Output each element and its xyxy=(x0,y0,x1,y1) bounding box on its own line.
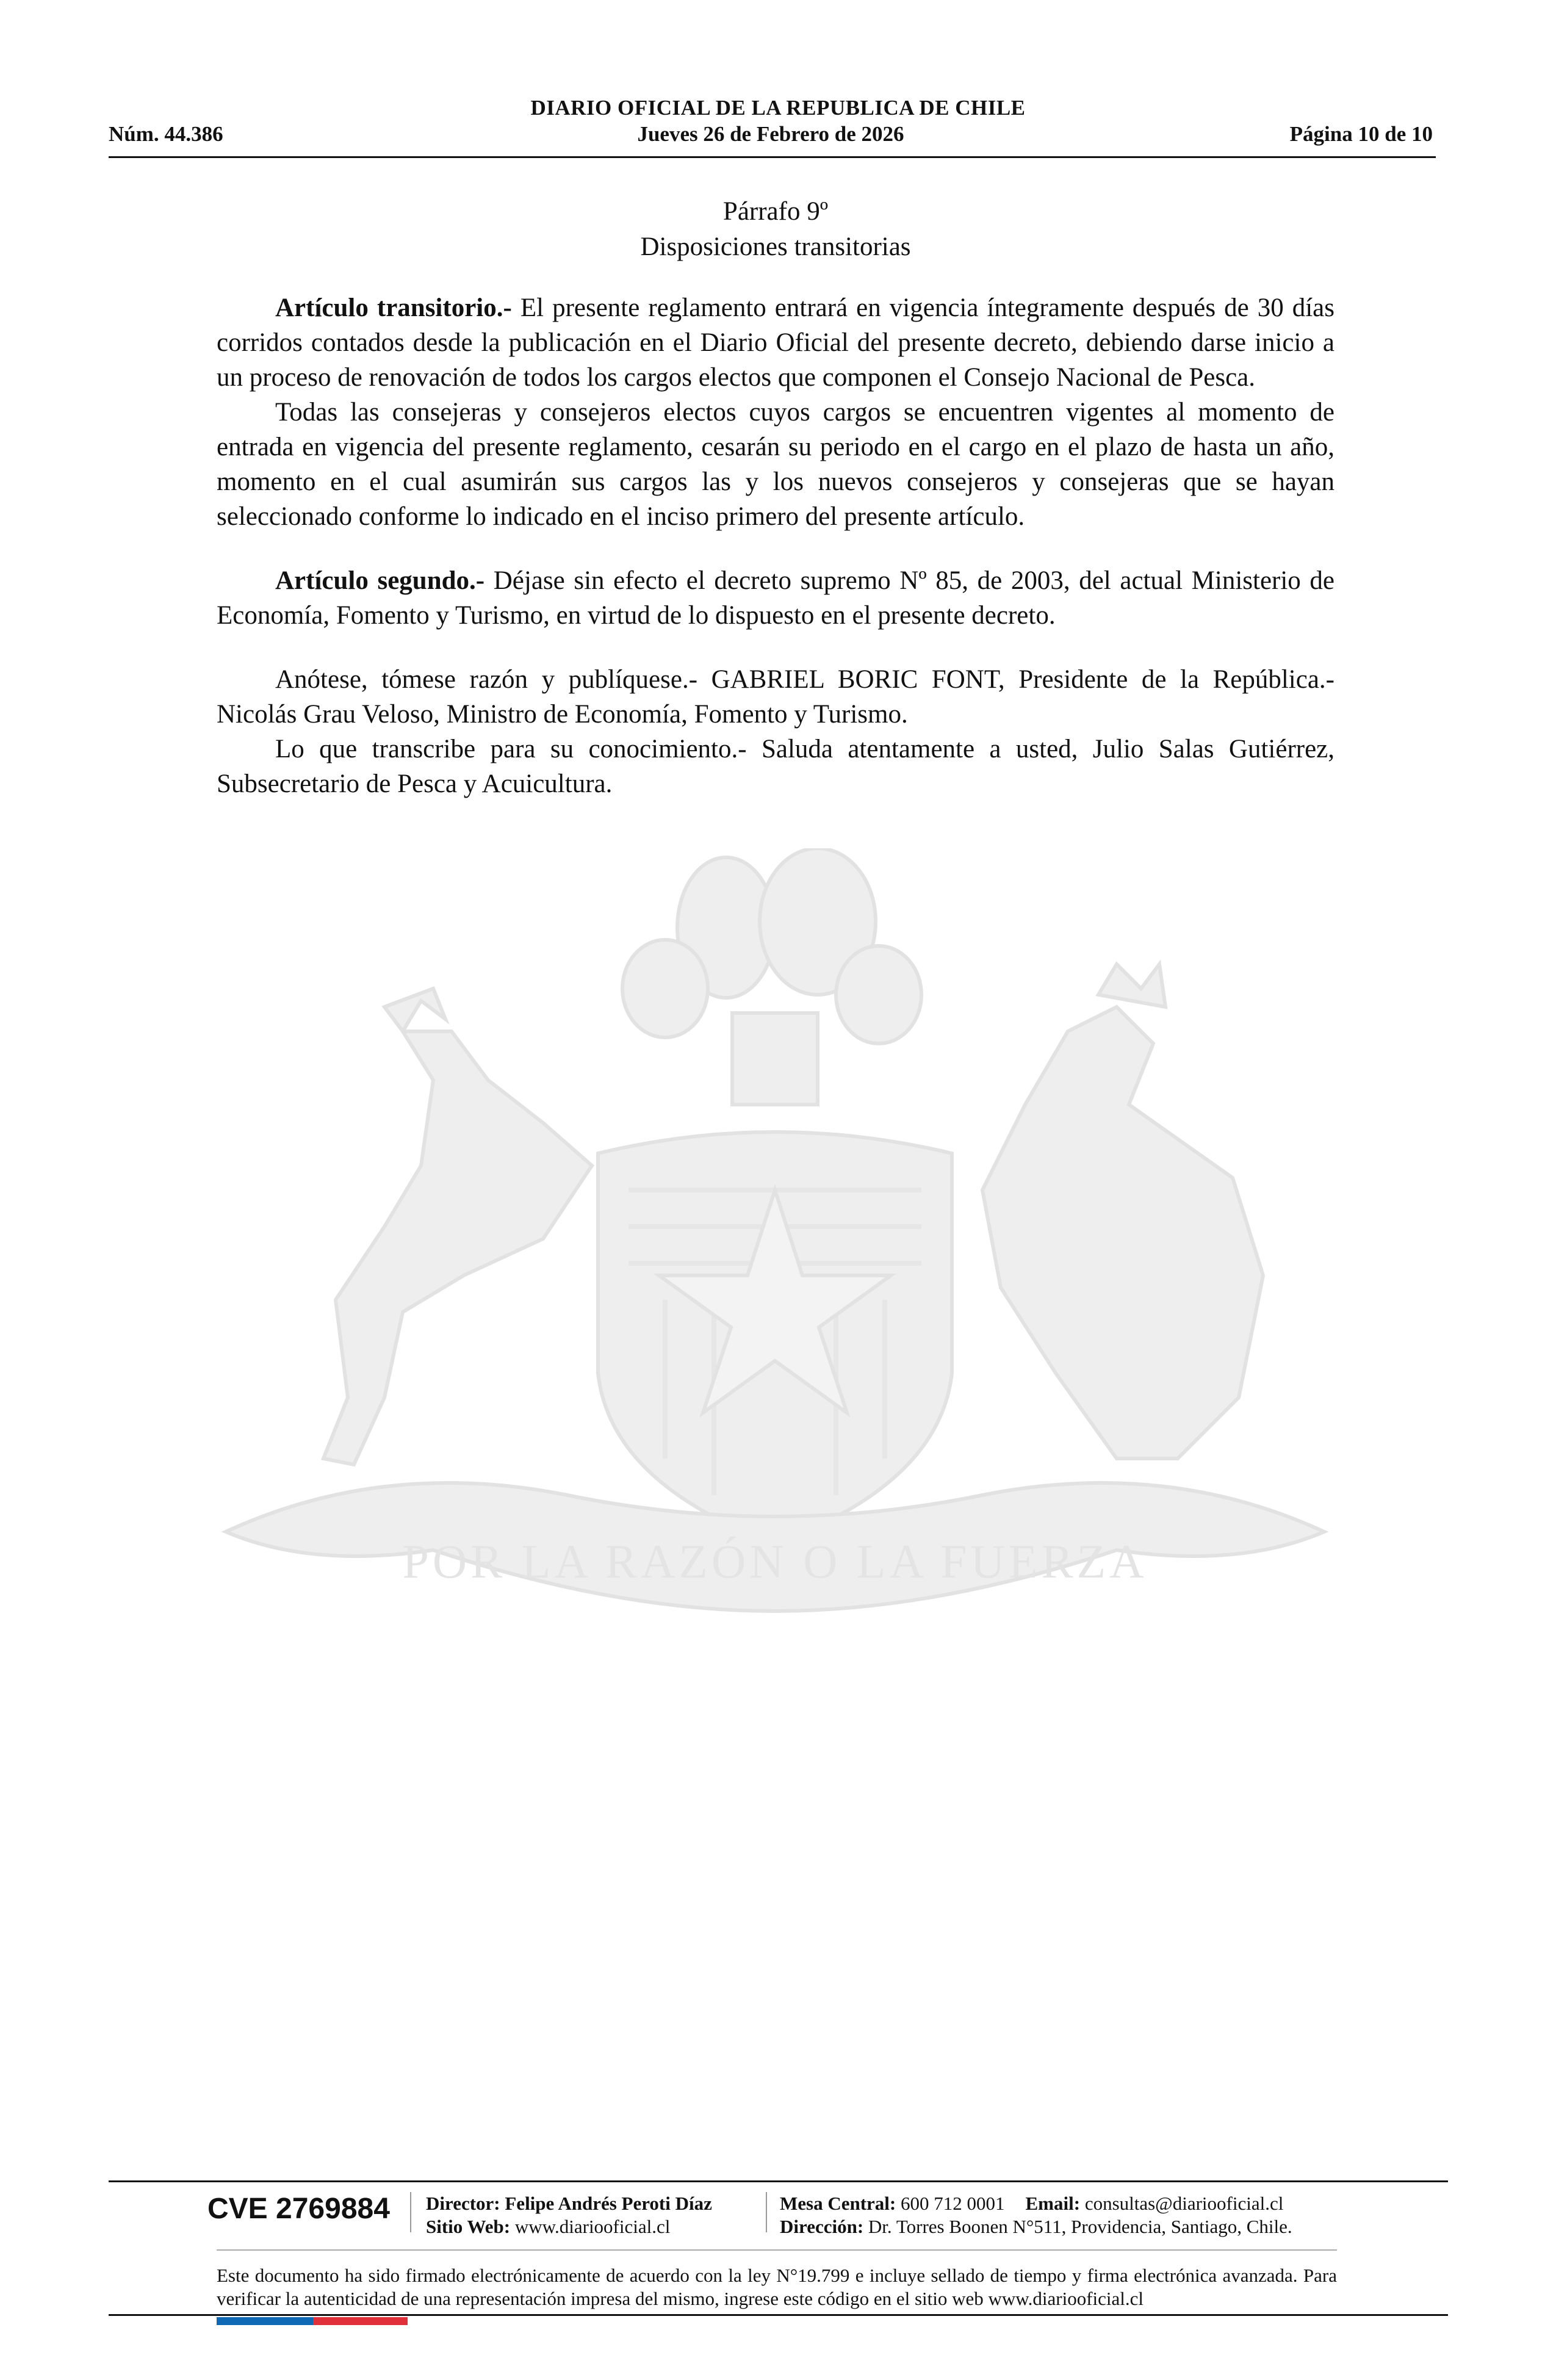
header-divider xyxy=(109,156,1436,158)
address-label: Dirección: xyxy=(780,2216,864,2237)
closing-paragraph: Lo que transcribe para su conocimiento.- Saluda atentamente a usted, Julio Salas Gutiérrez, Subsecretario de Pesca y Acuicultura. xyxy=(217,735,1334,798)
flag-bar-red xyxy=(313,2317,408,2325)
website-line xyxy=(426,2215,712,2238)
footer-separator xyxy=(410,2192,411,2232)
cve-code: CVE 2769884 xyxy=(207,2193,390,2225)
watermark-motto: POR LA RAZÓN O LA FUERZA xyxy=(402,1535,1148,1588)
footer-contact-block xyxy=(780,2192,1292,2238)
section-heading xyxy=(217,194,1334,265)
footer-director-block xyxy=(426,2192,712,2238)
article-segundo xyxy=(217,563,1334,633)
director-line xyxy=(426,2192,712,2215)
footer-divider-top xyxy=(109,2180,1448,2182)
issue-date: Jueves 26 de Febrero de 2026 xyxy=(637,122,904,146)
address-line xyxy=(780,2215,1292,2238)
legal-notice: Este documento ha sido firmado electrónicamente de acuerdo con la ley N°19.799 e incluye sellado de tiempo y firma electrónica avanzada. Para verificar la autenticidad de una representación impresa del mismo, ingrese este código en el sitio web www.diariooficial.cl xyxy=(217,2265,1337,2309)
address-text: Dr. Torres Boonen N°511, Providencia, Santiago, Chile. xyxy=(863,2216,1292,2237)
article-label: Artículo transitorio.- xyxy=(275,294,512,322)
director-name: Felipe Andrés Peroti Díaz xyxy=(500,2193,712,2214)
article-text: Déjase sin efecto el decreto supremo Nº 85, de 2003, del actual Ministerio de Economía, Fomento y Turismo, en virtud de lo dispuesto en el presente decreto. xyxy=(217,566,1335,630)
phone-number: 600 712 0001 xyxy=(896,2193,1005,2214)
website-label: Sitio Web: xyxy=(426,2216,511,2237)
paragraph-number: Párrafo 9º xyxy=(722,197,829,226)
footer-divider-bottom xyxy=(109,2314,1448,2316)
article-transitorio-paragraph-2: Todas las consejeras y consejeros electos cuyos cargos se encuentren vigentes al momento de entrada en vigencia del presente reglamento, cesarán su periodo en el cargo en el plazo de hasta un año, momento en el cual asumirán sus cargos las y los nuevos consejeros y consejeras que se hayan seleccionado conforme lo indicado en el inciso primero del presente artículo. xyxy=(217,398,1334,531)
footer-divider-mid xyxy=(217,2249,1337,2251)
phone-label: Mesa Central: xyxy=(780,2193,896,2214)
chile-coat-of-arms-icon xyxy=(201,848,1349,1666)
website-link[interactable]: www.diariooficial.cl xyxy=(510,2216,671,2237)
article-text: El presente reglamento entrará en vigencia íntegramente después de 30 días corridos contados desde la publicación en el Diario Oficial del presente decreto, debiendo darse inicio a un proceso de renovación de todos los cargos electos que componen el Consejo Nacional de Pesca. xyxy=(217,294,1334,392)
gazette-title: DIARIO OFICIAL DE LA REPUBLICA DE CHILE xyxy=(530,96,1026,120)
paragraph-title: Disposiciones transitorias xyxy=(640,233,911,261)
signatures-paragraph: Anótese, tómese razón y publíquese.- GABRIEL BORIC FONT, Presidente de la República.- Nicolás Grau Veloso, Ministro de Economía, Fomento y Turismo. xyxy=(217,665,1334,729)
document-body xyxy=(217,290,1334,801)
email-label: Email: xyxy=(1025,2193,1081,2214)
article-transitorio xyxy=(217,290,1334,395)
page-indicator: Página 10 de 10 xyxy=(1289,122,1433,146)
footer-separator xyxy=(766,2192,767,2232)
email-link[interactable]: consultas@diariooficial.cl xyxy=(1080,2193,1284,2214)
issue-number: Núm. 44.386 xyxy=(109,122,223,146)
article-label: Artículo segundo.- xyxy=(275,566,485,595)
contact-line xyxy=(780,2192,1292,2215)
director-label: Director: xyxy=(426,2193,500,2214)
header-row xyxy=(109,122,1433,149)
flag-bar-blue xyxy=(217,2317,313,2325)
